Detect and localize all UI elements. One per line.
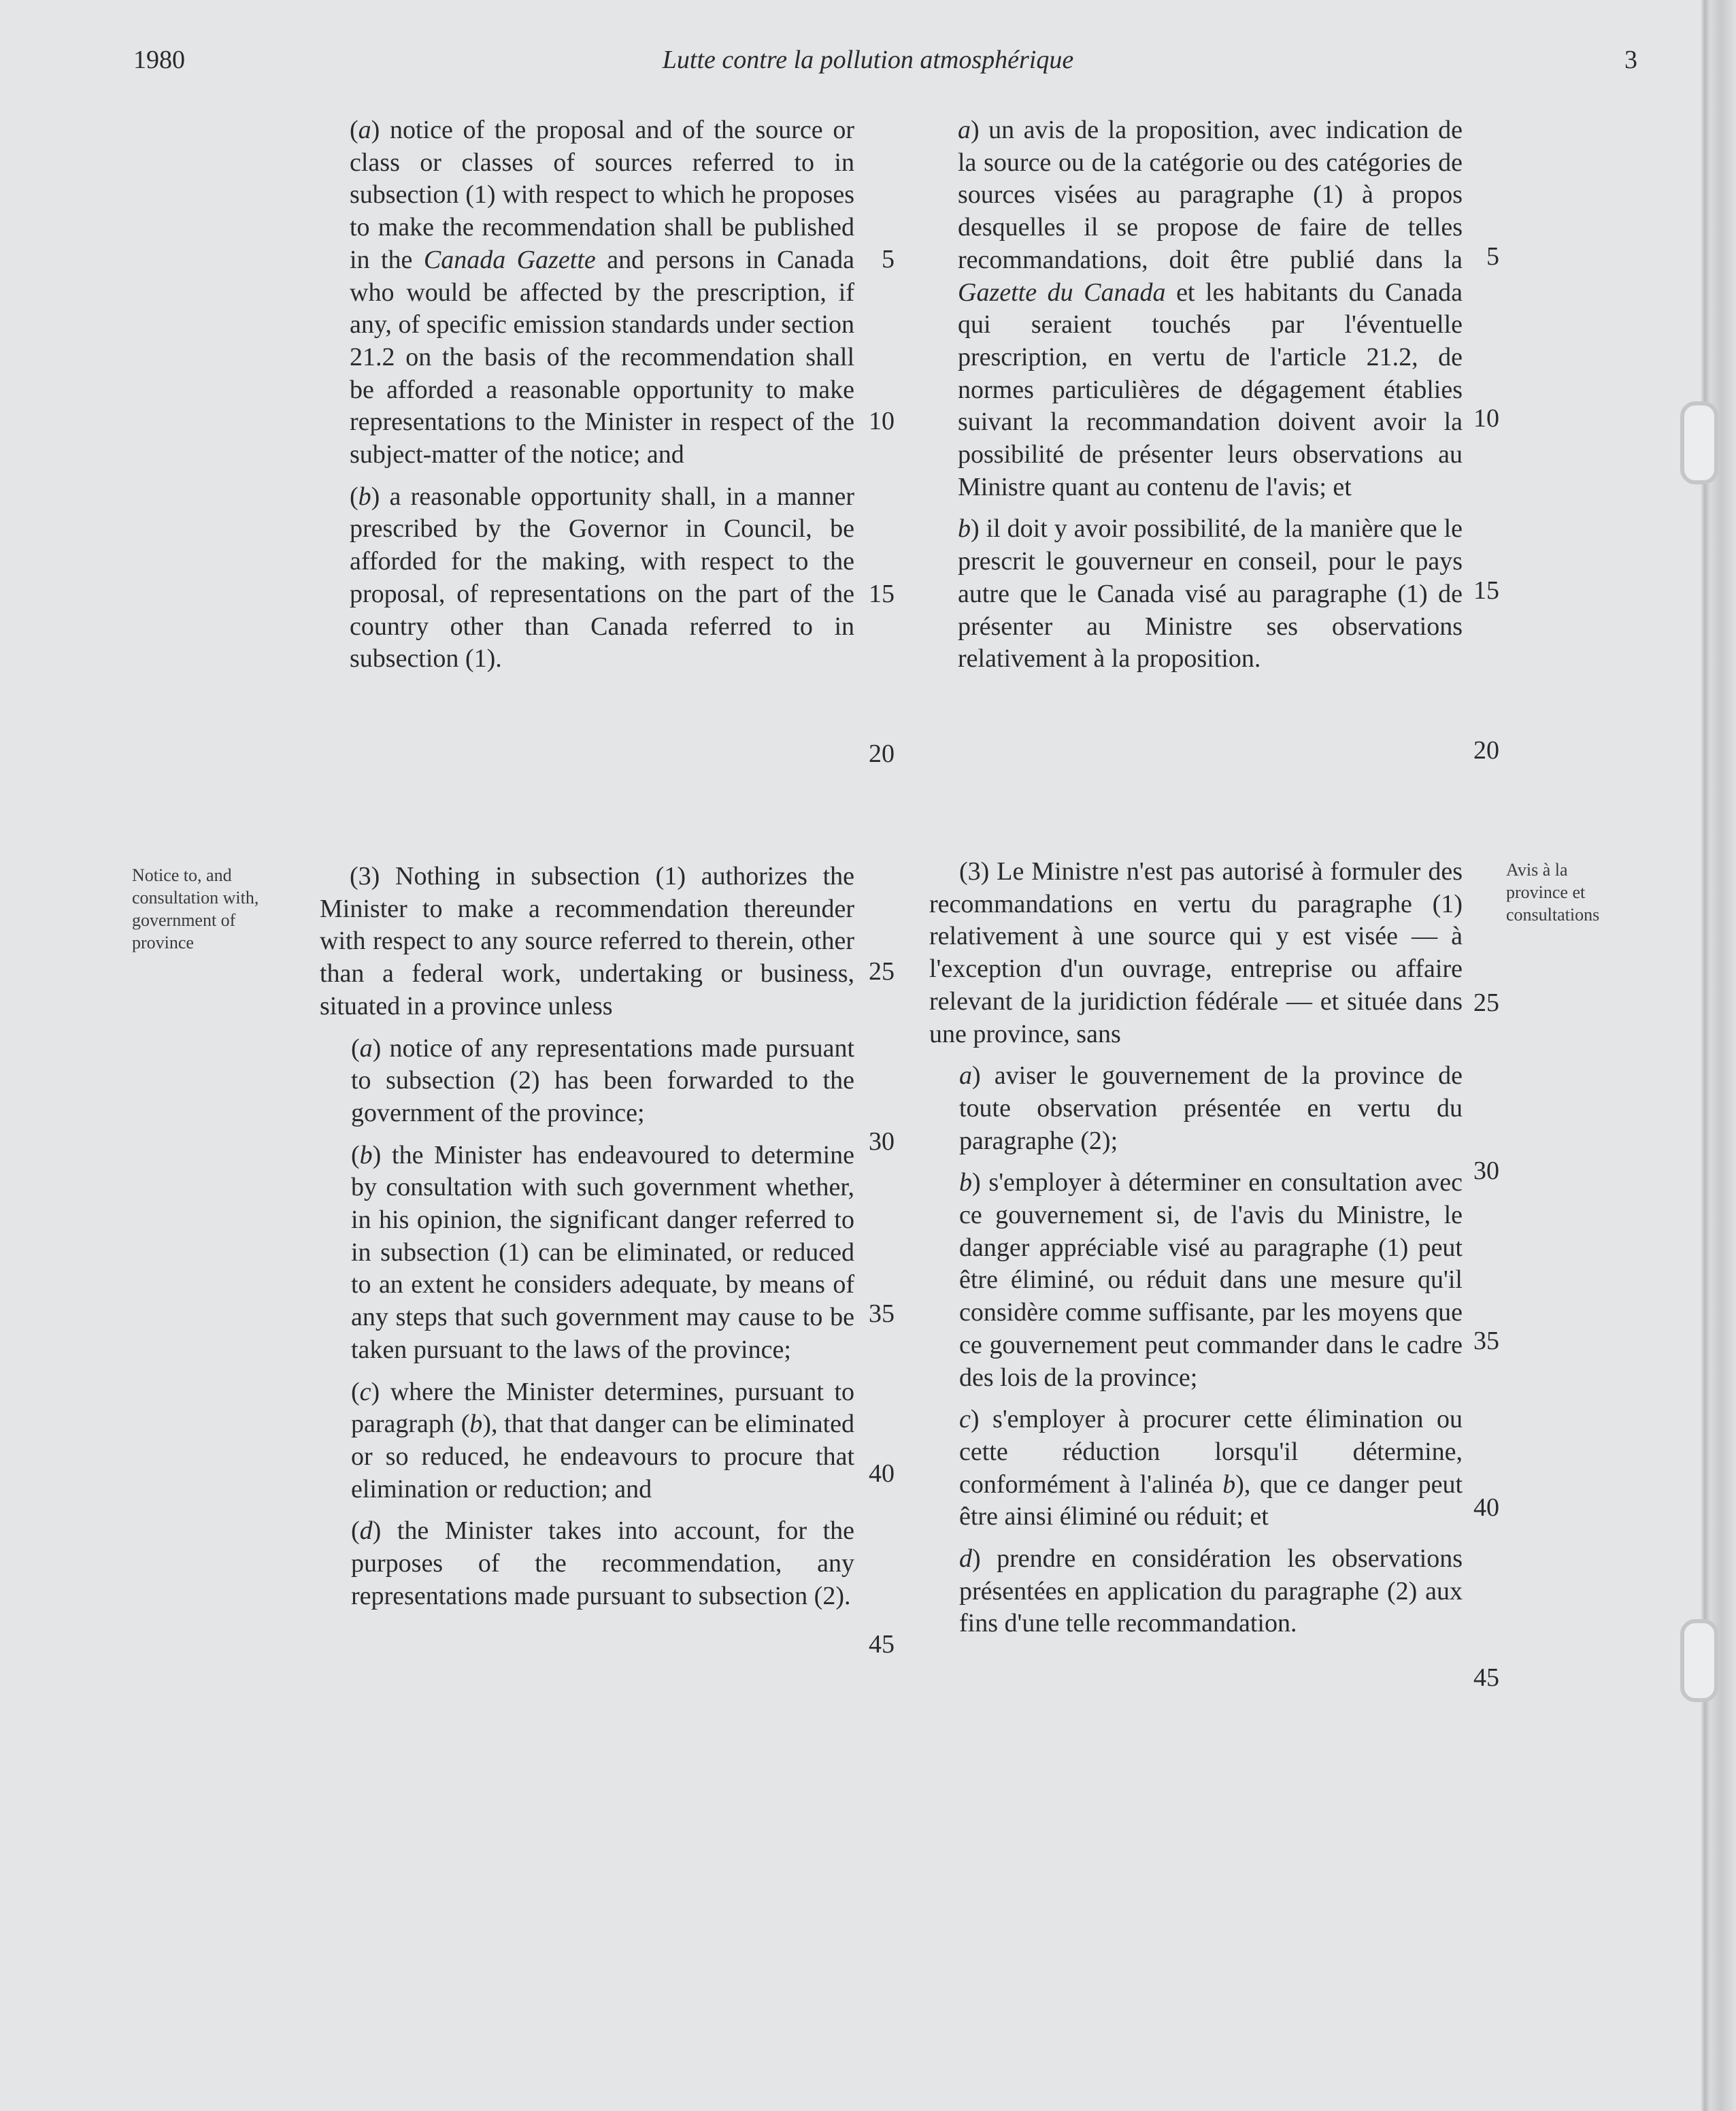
fr-line-number-35: 35 (1473, 1327, 1499, 1355)
fr-line-number-15: 15 (1473, 576, 1499, 605)
en-para-3b-text: the Minister has endeavoured to determine by consultation with such government whether, in his opinion, the significant danger referred to in subsection (1) can be eliminated, or reduced to an extent he considers adequate, by means of any steps that such government may cause to be taken pursuant to the laws of the province; (351, 1140, 855, 1364)
en-line-number-20: 20 (869, 739, 895, 768)
header-title: Lutte contre la pollution atmosphérique (662, 46, 1074, 74)
en-para-b-label: b (358, 482, 371, 511)
binder-ring-top (1680, 401, 1718, 484)
en-para-a: (a) notice of the proposal and of the source or class or classes of sources referred to in subsection (1) with respect to which he proposes to make the recommendation shall be published in the Canada Gazette and persons in Canada who would be affected by the prescription, if any, of specific emission standards under section 21.2 on the basis of the recommendation shall be afforded a reasonable opportunity to make representations to the Minister in respect of the subject-matter of the notice; and (350, 116, 855, 469)
french-block-2 (929, 856, 1463, 1640)
fr-para-3d: d) prendre en considération les observations présentées en application du paragraphe (2) aux fins d'une telle recommandation. (959, 1544, 1463, 1638)
fr-para-3d-label: d (959, 1544, 972, 1574)
french-block-1 (958, 114, 1463, 676)
fr-para-3c-ref: b (1222, 1469, 1236, 1499)
en-para-3b: (b) the Minister has endeavoured to determine by consultation with such government whether, in his opinion, the significant danger referred to in subsection (1) can be eliminated, or reduced to an extent he considers adequate, by means of any steps that such government may cause to be taken pursuant to the laws of the province; (351, 1140, 855, 1364)
english-sidenote: Notice to, and consultation with, government of province (132, 865, 259, 952)
fr-para-3b-label: b (959, 1168, 972, 1197)
fr-para-3c-label: c (959, 1405, 971, 1434)
page-edge (1701, 0, 1736, 2111)
fr-para-a-text: un avis de la proposition, avec indication de la source ou de la catégorie ou des catégories de sources visées au paragraphe (1) à propos desquelles il se propose de faire de telles recommandations, doit être publié dans la (958, 116, 1463, 274)
en-para-3c-label: c (359, 1377, 371, 1406)
fr-para-3c-text2: , que ce danger peut être ainsi éliminé ou réduit; et (959, 1469, 1463, 1531)
fr-para-a-text2: et les habitants du Canada qui seraient touchés par l'éventuelle prescription, en vertu de l'article 21.2, de normes particulières de dégagement établies suivant la recommandation doivent avoir la possibilité de présenter leurs observations au Ministre quant au contenu de l'avis; et (958, 278, 1463, 501)
en-para-3c-ref: b (469, 1410, 483, 1439)
en-line-number-40: 40 (869, 1459, 895, 1488)
fr-para-3a-label: a (959, 1061, 972, 1091)
fr-subsection-3-intro: (3) Le Ministre n'est pas autorisé à formuler des recommandations en vertu du paragraphe (1) relativement à une source qui y est visée — à l'exception d'un ouvrage, entreprise ou affaire relevant de la juridiction fédérale — et située dans une province, sans (929, 857, 1463, 1048)
en-para-a-text: notice of the proposal and of the source or class or classes of sources referred to in subsection (1) with respect to which he proposes to make the recommendation shall be published in the (350, 116, 854, 274)
en-line-number-35: 35 (869, 1299, 895, 1328)
binder-ring-bottom (1680, 1619, 1718, 1702)
en-para-3d-text: the Minister takes into account, for the purposes of the recommendation, any representations made pursuant to subsection (2). (351, 1516, 854, 1610)
fr-para-3c-text: s'employer à procurer cette élimination ou cette réduction lorsqu'il détermine, conformément à l'alinéa (959, 1405, 1463, 1499)
fr-para-a-label: a (958, 116, 971, 144)
en-line-number-15: 15 (869, 580, 895, 608)
page-number: 3 (1624, 46, 1637, 74)
fr-line-number-45: 45 (1473, 1663, 1499, 1692)
fr-para-3b-text: s'employer à déterminer en consultation avec ce gouvernement si, de l'avis du Ministre, le danger appréciable visé au paragraphe (1) peut être éliminé, ou réduit dans une mesure qu'il considère comme suffisante, par les moyens que ce gouvernement peut commander dans le cadre des lois de la province; (959, 1168, 1463, 1392)
en-para-3d-label: d (359, 1516, 373, 1546)
french-sidenote: Avis à la province et consultations (1506, 860, 1600, 925)
fr-line-number-10: 10 (1473, 404, 1499, 433)
fr-para-3a: a) aviser le gouvernement de la province de toute observation présentée en vertu du paragraphe (2); (959, 1061, 1463, 1155)
en-line-number-25: 25 (869, 957, 895, 986)
en-line-number-30: 30 (869, 1127, 895, 1156)
english-block-1 (350, 114, 854, 676)
fr-para-3c: c) s'employer à procurer cette élimination ou cette réduction lorsqu'il détermine, conformément à l'alinéa b), que ce danger peut être ainsi éliminé ou réduit; et (959, 1405, 1463, 1531)
en-para-3a-label: a (359, 1033, 373, 1063)
en-line-number-45: 45 (869, 1630, 895, 1659)
english-block-2 (320, 861, 854, 1612)
fr-line-number-40: 40 (1473, 1493, 1499, 1522)
en-para-b-text: a reasonable opportunity shall, in a manner prescribed by the Governor in Council, be afforded for the making, with respect to the proposal, of representations on the part of the country other than Canada referred to in subsection (1). (350, 482, 855, 674)
fr-para-a: a) un avis de la proposition, avec indication de la source ou de la catégorie ou des catégories de sources visées au paragraphe (1) à propos desquelles il se propose de faire de telles recommandations, doit être publié dans la Gazette du Canada et les habitants du Canada qui seraient touchés par l'éventuelle prescription, en vertu de l'article 21.2, de normes particulières de dégagement établies suivant la recommandation doivent avoir la possibilité de présenter leurs observations au Ministre quant au contenu de l'avis; et (958, 116, 1463, 501)
en-para-3a-text: notice of any representations made pursuant to subsection (2) has been forwarded to the government of the province; (351, 1033, 855, 1127)
en-para-a-label: a (358, 116, 371, 144)
fr-para-3b: b) s'employer à déterminer en consultation avec ce gouvernement si, de l'avis du Ministre, le danger appréciable visé au paragraphe (1) peut être éliminé, ou réduit dans une mesure qu'il considère comme suffisante, par les moyens que ce gouvernement peut commander dans le cadre des lois de la province; (959, 1168, 1463, 1392)
fr-para-b-text: il doit y avoir possibilité, de la manière que le prescrit le gouverneur en conseil, pour le pays autre que le Canada visé au paragraphe (1) de présenter au Ministre ses observations relativement à la proposition. (958, 514, 1463, 674)
fr-para-a-italic: Gazette du Canada (958, 278, 1166, 307)
en-para-3d: (d) the Minister takes into account, for the purposes of the recommendation, any representations made pursuant to subsection (2). (351, 1516, 854, 1610)
en-para-3b-label: b (359, 1140, 373, 1169)
fr-para-3d-text: prendre en considération les observations présentées en application du paragraphe (2) aux fins d'une telle recommandation. (959, 1544, 1463, 1638)
en-para-3c-text2: , that that danger can be eliminated or so reduced, he endeavours to procure that elimination or reduction; and (351, 1410, 854, 1503)
en-para-3c: (c) where the Minister determines, pursuant to paragraph (b), that that danger can be eliminated or so reduced, he endeavours to procure that elimination or reduction; and (351, 1377, 854, 1503)
fr-para-3a-text: aviser le gouvernement de la province de toute observation présentée en vertu du paragraphe (2); (959, 1061, 1463, 1155)
en-line-number-10: 10 (869, 407, 895, 435)
en-line-number-5: 5 (882, 245, 895, 273)
en-para-a-italic: Canada Gazette (423, 245, 596, 274)
fr-line-number-5: 5 (1486, 242, 1499, 271)
en-para-3c-text: where the Minister determines, pursuant to paragraph (351, 1377, 854, 1439)
fr-line-number-20: 20 (1473, 736, 1499, 765)
header-year: 1980 (133, 46, 185, 74)
fr-para-b: b) il doit y avoir possibilité, de la manière que le prescrit le gouverneur en conseil, pour le pays autre que le Canada visé au paragraphe (1) de présenter au Ministre ses observations relativement à la proposition. (958, 514, 1463, 674)
fr-line-number-30: 30 (1473, 1157, 1499, 1185)
en-para-b: (b) a reasonable opportunity shall, in a manner prescribed by the Governor in Council, be afforded for the making, with respect to the proposal, of representations on the part of the country other than Canada referred to in subsection (1). (350, 482, 855, 674)
en-para-3a: (a) notice of any representations made pursuant to subsection (2) has been forwarded to the government of the province; (351, 1033, 855, 1127)
fr-para-b-label: b (958, 514, 971, 544)
en-para-a-text2: and persons in Canada who would be affected by the prescription, if any, of specific emission standards under section 21.2 on the basis of the recommendation shall be afforded a reasonable opportunity to make representations to the Minister in respect of the subject-matter of the notice; and (350, 245, 855, 469)
fr-line-number-25: 25 (1473, 988, 1499, 1017)
en-subsection-3-intro: (3) Nothing in subsection (1) authorizes the Minister to make a recommendation thereunder with respect to any source referred to therein, other than a federal work, undertaking or business, situated in a province unless (320, 862, 854, 1020)
